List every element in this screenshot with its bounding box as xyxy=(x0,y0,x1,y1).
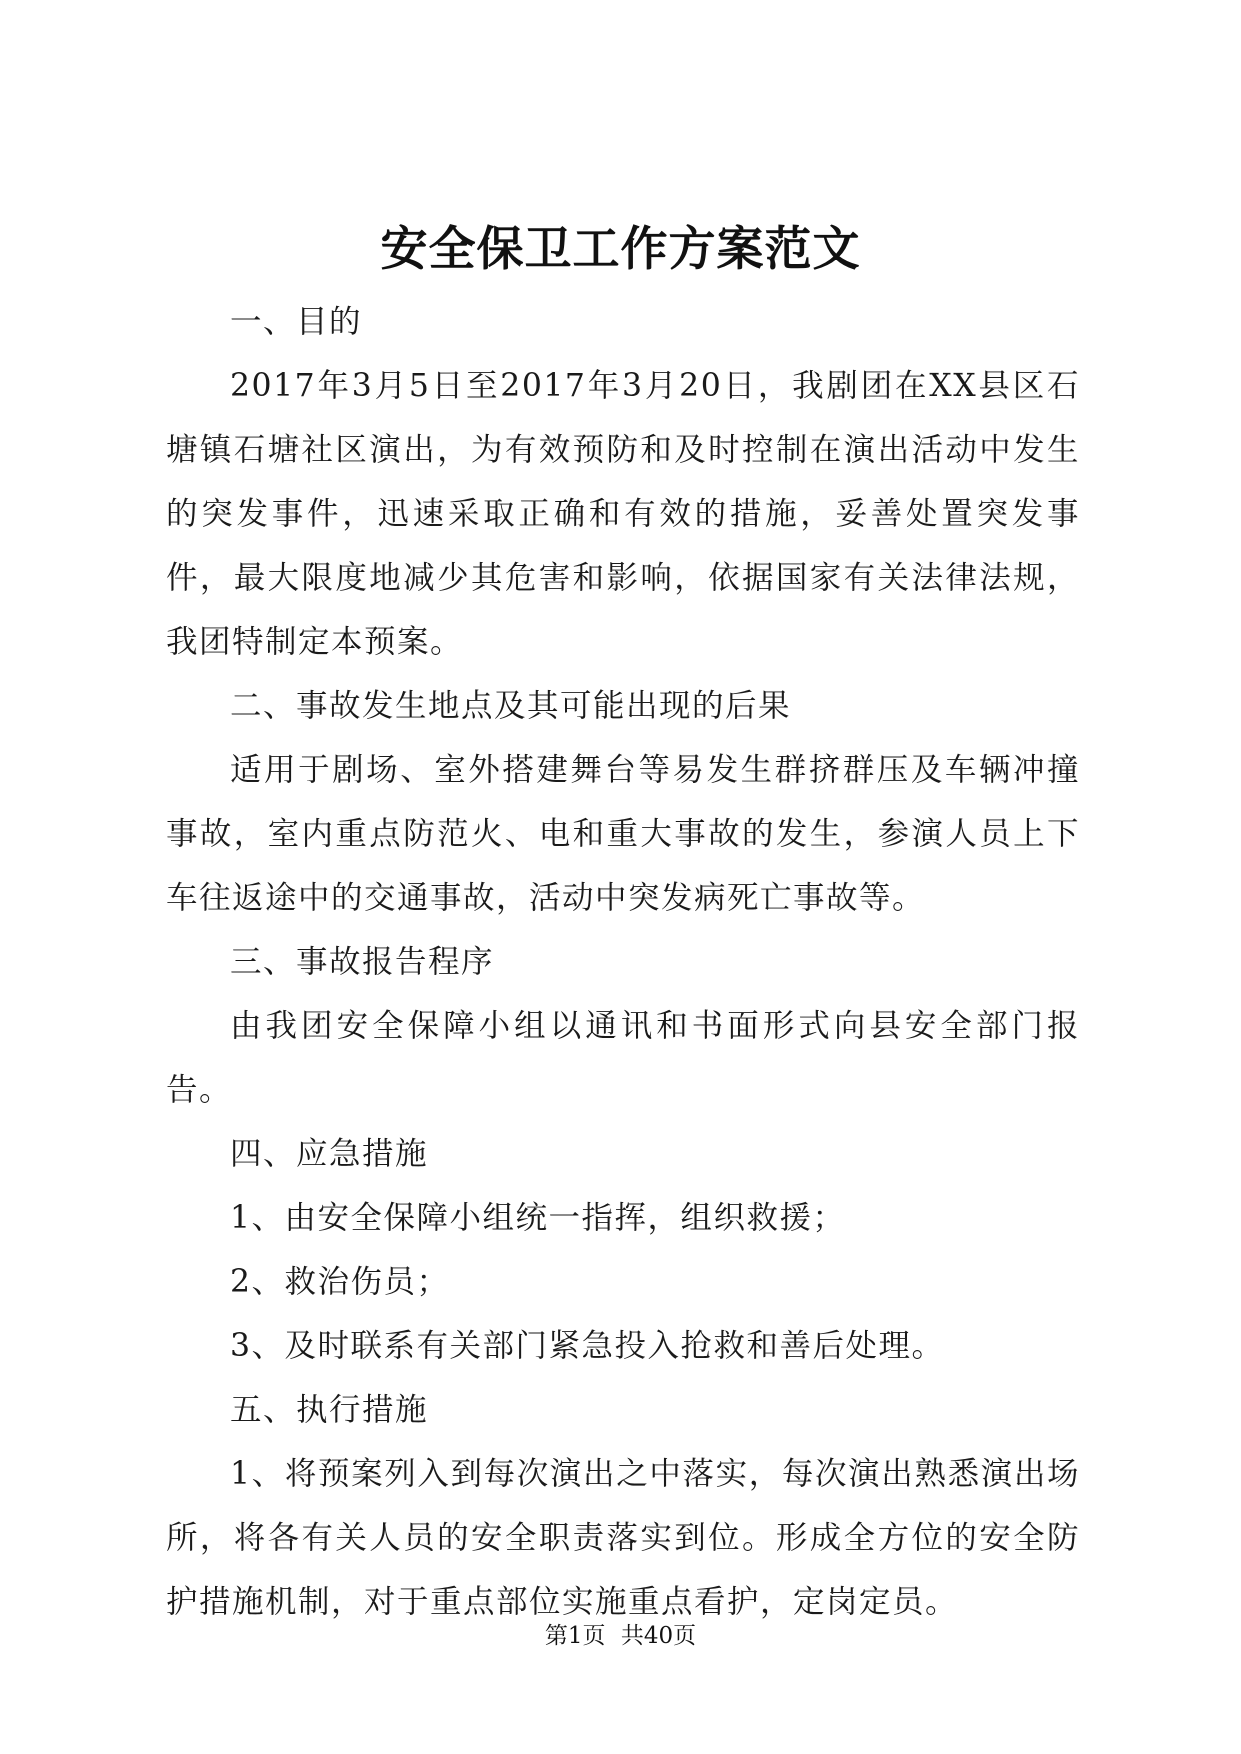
list-item: 2、救治伤员； xyxy=(230,1264,450,1300)
page-footer xyxy=(0,1620,1241,1652)
page-number: 第1页 xyxy=(544,1623,606,1649)
section-heading-emergency: 四、应急措施 xyxy=(230,1136,429,1172)
section-heading-reporting: 三、事故报告程序 xyxy=(230,944,495,980)
page-total: 共40页 xyxy=(620,1623,697,1649)
section-heading-location: 二、事故发生地点及其可能出现的后果 xyxy=(230,688,792,724)
paragraph-location: 适用于剧场、室外搭建舞台等易发生群挤群压及车辆冲撞事故，室内重点防范火、电和重大事故的发生，参演人员上下车往返途中的交通事故，活动中突发病死亡事故等。 xyxy=(166,752,1080,916)
paragraph-purpose: 2017年3月5日至2017年3月20日，我剧团在XX县区石塘镇石塘社区演出，为有效预防和及时控制在演出活动中发生的突发事件，迅速采取正确和有效的措施，妥善处置突发事件，最大限度地减少其危害和影响，依据国家有关法律法规，我团特制定本预案。 xyxy=(166,368,1080,660)
document-body xyxy=(166,290,1080,1634)
paragraph-reporting: 由我团安全保障小组以通讯和书面形式向县安全部门报告。 xyxy=(166,1008,1080,1108)
document-title: 安全保卫工作方案范文 xyxy=(380,222,861,277)
list-item: 3、及时联系有关部门紧急投入抢救和善后处理。 xyxy=(230,1328,945,1364)
section-heading-purpose: 一、目的 xyxy=(230,304,363,340)
section-heading-execution: 五、执行措施 xyxy=(230,1392,429,1428)
list-item: 1、由安全保障小组统一指挥，组织救援； xyxy=(230,1200,846,1236)
list-item: 1、将预案列入到每次演出之中落实，每次演出熟悉演出场所，将各有关人员的安全职责落实到位。形成全方位的安全防护措施机制，对于重点部位实施重点看护，定岗定员。 xyxy=(166,1456,1080,1620)
